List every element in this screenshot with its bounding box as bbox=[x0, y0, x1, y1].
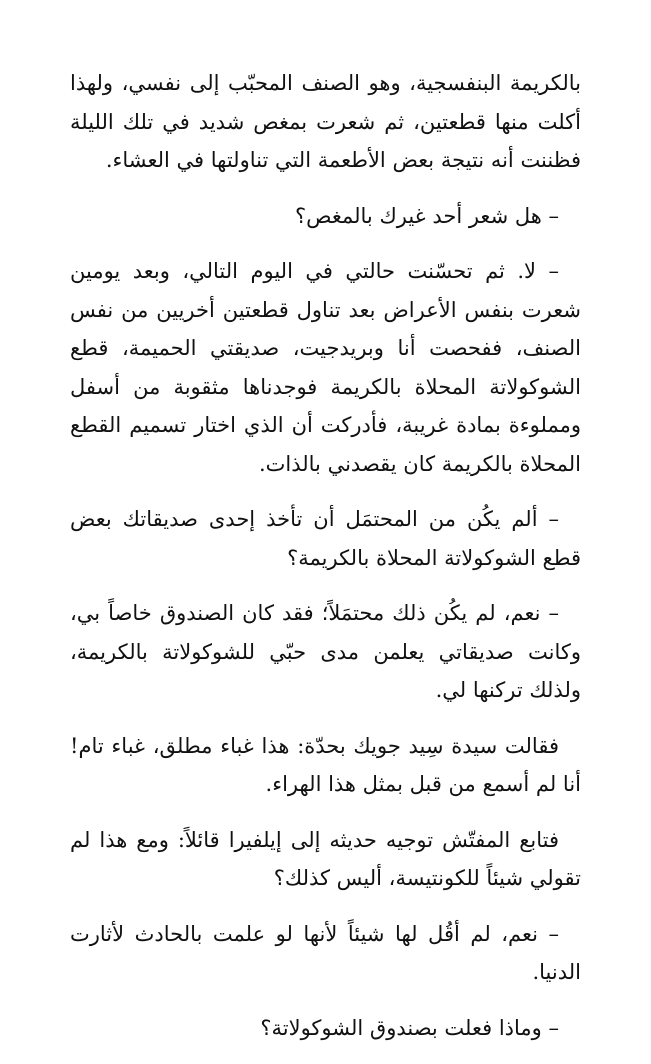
book-page bbox=[70, 64, 581, 1064]
paragraph: – نعم، لم أقُل لها شيئاً لأنها لو علمت بالحادث لأثارت الدنيا. bbox=[70, 921, 581, 984]
paragraph: – هل شعر أحد غيرك بالمغص؟ bbox=[294, 203, 559, 228]
paragraph: فتابع المفتّش توجيه حديثه إلى إيلفيرا قائلاً: ومع هذا لم تقولي شيئاً للكونتيسة، أليس كذلك؟ bbox=[70, 827, 581, 890]
paragraph: – ألم يكُن من المحتمَل أن تأخذ إحدى صديقاتك بعض قطع الشوكولاتة المحلاة بالكريمة؟ bbox=[70, 507, 581, 570]
paragraph: فقالت سيدة سِيد جويك بحدّة: هذا غباء مطلق، غباء تام! أنا لم أسمع من قبل بمثل هذا الهراء. bbox=[70, 733, 581, 796]
paragraph: – وماذا فعلت بصندوق الشوكولاتة؟ bbox=[260, 1015, 559, 1040]
paragraph: بالكريمة البنفسجية، وهو الصنف المحبّب إلى نفسي، ولهذا أكلت منها قطعتين، ثم شعرت بمغص شديد في تلك الليلة فظننت أنه نتيجة بعض الأطعمة التي تناولتها في العشاء. bbox=[70, 71, 581, 172]
paragraph: – لا. ثم تحسّنت حالتي في اليوم التالي، وبعد يومين شعرت بنفس الأعراض بعد تناول قطعتين أخريين من نفس الصنف، ففحصت أنا وبريدجيت، صديقتي الحميمة، قطع الشوكولاتة المحلاة بالكريمة فوجدناها مثقوبة من أسفل ومملوءة بمادة غريبة، فأدركت أن الذي اختار تسميم القطع المحلاة بالكريمة كان يقصدني بالذات. bbox=[70, 259, 581, 476]
paragraph: – نعم، لم يكُن ذلك محتمَلاً؛ فقد كان الصندوق خاصاً بي، وكانت صديقاتي يعلمن مدى حبّي للشوكولاتة بالكريمة، ولذلك تركنها لي. bbox=[70, 601, 581, 702]
